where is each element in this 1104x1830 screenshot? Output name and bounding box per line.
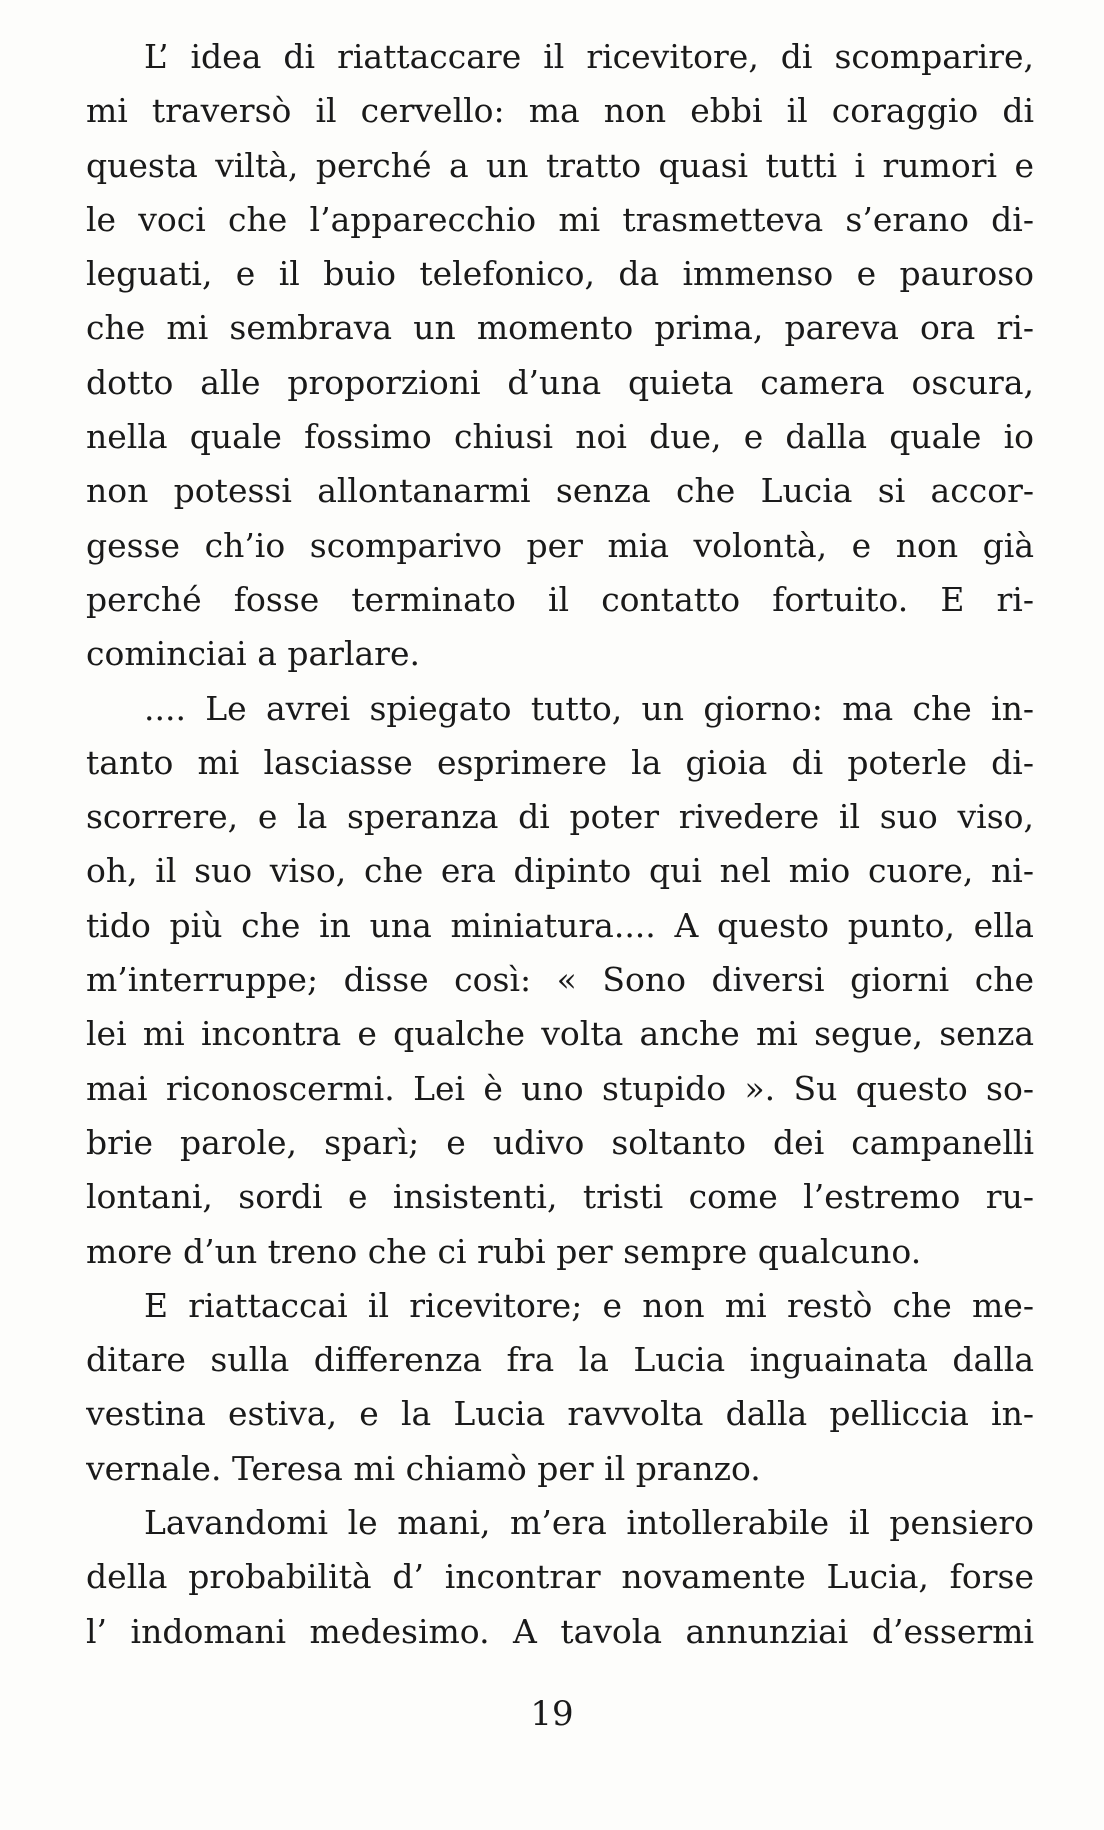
text-line: oh, il suo viso, che era dipinto qui nel mio cuore, ni- xyxy=(86,851,1034,891)
text-line: lei mi incontra e qualche volta anche mi segue, senza xyxy=(86,1014,1034,1054)
text-line: .... Le avrei spiegato tutto, un giorno: ma che in- xyxy=(144,688,1034,728)
text-line: Lavandomi le mani, m’era intollerabile il pensiero xyxy=(144,1503,1034,1543)
text-line: m’interruppe; disse così: « Sono diversi giorni che xyxy=(86,960,1034,1000)
text-line: E riattaccai il ricevitore; e non mi restò che me- xyxy=(144,1285,1034,1325)
text-line: dotto alle proporzioni d’una quieta camera oscura, xyxy=(86,362,1034,402)
text-line: more d’un treno che ci rubi per sempre qualcuno. xyxy=(86,1231,922,1271)
text-line: mi traversò il cervello: ma non ebbi il coraggio di xyxy=(86,91,1034,131)
text-line: lontani, sordi e insistenti, tristi come l’estremo ru- xyxy=(86,1177,1034,1217)
text-line: gesse ch’io scomparivo per mia volontà, e non già xyxy=(86,525,1034,565)
text-line: vernale. Teresa mi chiamò per il pranzo. xyxy=(86,1448,761,1488)
text-line: tanto mi lasciasse esprimere la gioia di poterle di- xyxy=(86,742,1034,782)
text-line: l’ indomani medesimo. A tavola annunziai d’essermi xyxy=(86,1611,1034,1651)
text-line: leguati, e il buio telefonico, da immenso e pauroso xyxy=(86,254,1034,294)
text-line: della probabilità d’ incontrar novamente Lucia, forse xyxy=(86,1557,1034,1597)
page-number: 19 xyxy=(530,1694,574,1734)
text-line: brie parole, sparì; e udivo soltanto dei campanelli xyxy=(86,1122,1034,1162)
text-line: cominciai a parlare. xyxy=(86,634,420,674)
text-line: che mi sembrava un momento prima, pareva ora ri- xyxy=(86,308,1034,348)
text-line: L’ idea di riattaccare il ricevitore, di scomparire, xyxy=(144,37,1034,76)
text-line: tido più che in una miniatura.... A questo punto, ella xyxy=(86,905,1034,945)
body-text xyxy=(86,30,1034,1659)
text-line: perché fosse terminato il contatto fortuito. E ri- xyxy=(86,579,1034,619)
text-line: vestina estiva, e la Lucia ravvolta dalla pelliccia in- xyxy=(86,1394,1034,1434)
text-line: nella quale fossimo chiusi noi due, e dalla quale io xyxy=(86,417,1034,457)
text-line: questa viltà, perché a un tratto quasi tutti i rumori e xyxy=(86,145,1034,185)
text-line: mai riconoscermi. Lei è uno stupido ». Su questo so- xyxy=(86,1068,1034,1108)
text-line: le voci che l’apparecchio mi trasmetteva s’erano di- xyxy=(86,199,1034,239)
text-line: ditare sulla differenza fra la Lucia inguainata dalla xyxy=(86,1340,1034,1380)
text-line: scorrere, e la speranza di poter rivedere il suo viso, xyxy=(86,797,1034,837)
text-line: non potessi allontanarmi senza che Lucia si accor- xyxy=(86,471,1034,511)
